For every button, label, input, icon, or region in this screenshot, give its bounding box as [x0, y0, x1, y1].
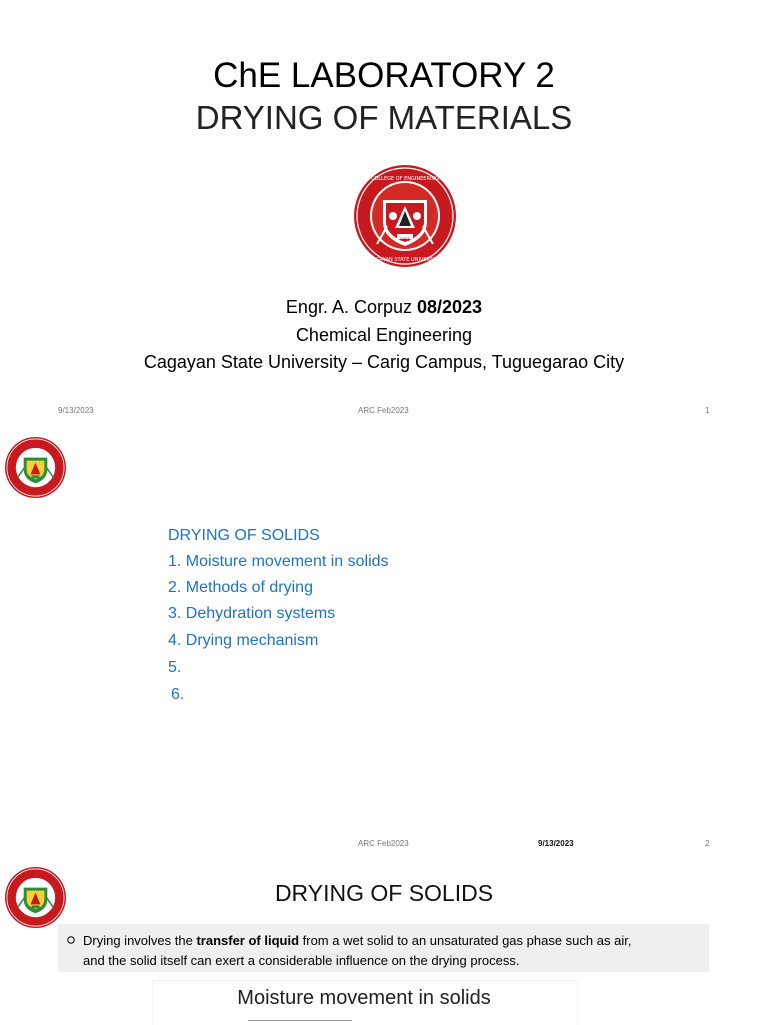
figure-stub-line [248, 1020, 352, 1024]
bullet-line-2: and the solid itself can exert a considerable influence on the drying process. [83, 953, 520, 968]
slide1-footer-page: 1 [705, 406, 710, 415]
slide1-title: ChE LABORATORY 2 [213, 56, 555, 95]
toc-heading: DRYING OF SOLIDS [168, 527, 320, 544]
svg-text:1901: 1901 [399, 237, 411, 242]
toc-item-3: 3. Dehydration systems [168, 605, 336, 622]
bullet-circle-icon [66, 933, 76, 952]
svg-text:COLLEGE OF ENGINEERING: COLLEGE OF ENGINEERING [370, 176, 440, 182]
slide1-author [0, 294, 768, 320]
toc-item-2: 2. Methods of drying [168, 579, 313, 596]
toc-item-6: 6. [171, 686, 185, 703]
toc-item-4: 4. Drying mechanism [168, 632, 319, 649]
slide1-university: Cagayan State University – Carig Campus, Tuguegarao City [143, 352, 625, 372]
figure-title: Moisture movement in solids [237, 987, 491, 1009]
slide2-footer-center: ARC Feb2023 [358, 839, 409, 848]
author-date: 08/2023 [417, 297, 483, 317]
bullet-bold: transfer of liquid [196, 933, 300, 948]
bullet-post: from a wet solid to an unsaturated gas phase such as air, [299, 933, 632, 948]
slide2-footer-date: 9/13/2023 [538, 839, 574, 848]
bullet-pre: Drying involves the [83, 933, 197, 948]
college-seal-icon [353, 164, 457, 268]
college-logo-icon [4, 436, 67, 499]
bullet-line-1 [83, 932, 631, 949]
toc-item-5: 5. [168, 659, 182, 676]
toc-item-1: 1. Moisture movement in solids [168, 553, 389, 570]
slide2-footer-page: 2 [705, 839, 710, 848]
slide1-subtitle: DRYING OF MATERIALS [195, 99, 573, 136]
author-name: Engr. A. Corpuz [285, 297, 417, 317]
slide1-footer-center: ARC Feb2023 [358, 406, 409, 415]
slide3-title: DRYING OF SOLIDS [274, 880, 494, 906]
svg-text:CAGAYAN STATE UNIVERSITY: CAGAYAN STATE UNIVERSITY [369, 257, 441, 263]
slide1-footer-date: 9/13/2023 [58, 406, 94, 415]
slide1-department: Chemical Engineering [295, 325, 473, 345]
